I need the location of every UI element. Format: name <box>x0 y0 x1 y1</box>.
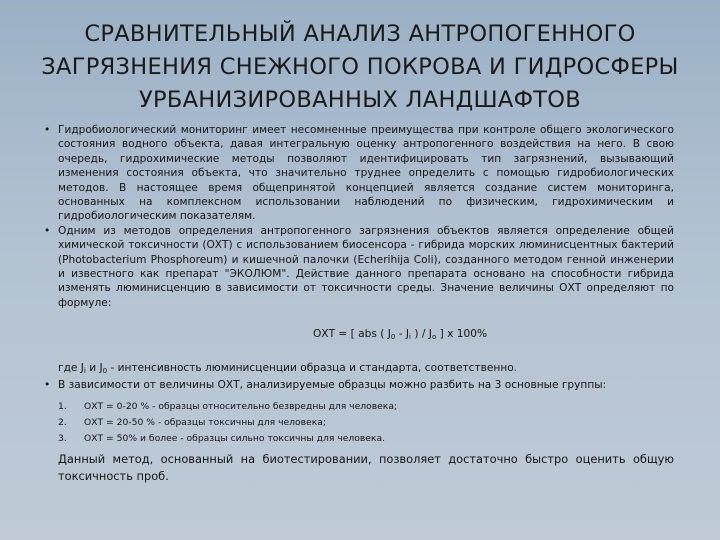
list-item <box>58 399 674 415</box>
title-line-2: ЗАГРЯЗНЕНИЯ СНЕЖНОГО ПОКРОВА И ГИДРОСФЕРЫ <box>41 54 679 80</box>
conclusion-paragraph: Данный метод, основанный на биотестировании, позволяет достаточно быстро оценить общую токсичность проб. <box>58 451 674 483</box>
toxicity-groups-list <box>36 399 674 447</box>
legend-subscript: i <box>83 366 86 375</box>
list-number: 3. <box>58 432 67 444</box>
legend-part: и J <box>85 361 103 374</box>
paragraph-text: Одним из методов определения антропогенного загрязнения объектов является определение общей химической токсичности (ОХТ) с использованием биосенсора - гибрида морских люминисцентных бактерий (Photobacterium Phosphoreum) и кишечной палочки (Echerihija Coli), созданного методом генной инженерии и известного как препарат "ЭКОЛЮМ". Действие данного препарата основано на способности гибрида изменять люминисценцию в зависимости от токсичности среды. Значение величины ОХТ определяют по формуле: <box>58 224 674 309</box>
title-line-1: СРАВНИТЕЛЬНЫЙ АНАЛИЗ АНТРОПОГЕННОГО <box>84 21 636 47</box>
list-item-text: ОХТ = 20-50 % - образцы токсичны для человека; <box>84 416 326 428</box>
bullet-paragraph-monitoring <box>36 123 674 224</box>
formula-part: ОХТ = [ abs ( J <box>312 328 391 341</box>
legend-subscript: 0 <box>102 366 108 375</box>
formula-part: ) / J <box>411 328 432 341</box>
legend-part: где J <box>58 361 84 374</box>
slide-title <box>20 18 700 117</box>
bullet-icon: • <box>44 224 51 237</box>
list-number: 2. <box>58 416 67 428</box>
formula-subscript: i <box>409 333 411 342</box>
formula-part: - J <box>395 328 410 341</box>
list-item <box>58 415 674 431</box>
formula-part: ] x 100% <box>436 328 488 341</box>
title-line-3: УРБАНИЗИРОВАННЫХ ЛАНДШАФТОВ <box>138 87 582 113</box>
list-item <box>58 431 674 447</box>
bullet-icon: • <box>44 124 51 136</box>
bullet-paragraph-oht-method <box>36 224 674 310</box>
oht-formula <box>126 327 674 344</box>
paragraph-text: Гидробиологический мониторинг имеет несомненные преимущества при контроле общего экологического состояния водного объекта, давая интегральную оценку антропогенного воздействия на него. В свою очередь, гидрохимические методы позволяют идентифицировать тип загрязнений, вызывающий изменения состояния объекта, что значительно труднее определить с помощью гидробиологических методов. В настоящее время общепринятой концепцией является создание систем мониторинга, основанных на комплексном использовании наблюдений по физическим, гидрохимическим и гидробиологическим показателям. <box>58 124 674 223</box>
legend-part: - интенсивность люминисценции образца и стандарта, соответственно. <box>107 361 518 374</box>
paragraph-text: В зависимости от величины ОХТ, анализируемые образцы можно разбить на 3 основные группы: <box>58 379 607 392</box>
slide-body <box>36 123 674 485</box>
formula-subscript: 0 <box>390 333 396 342</box>
formula-legend <box>36 361 674 378</box>
list-number: 1. <box>58 400 67 412</box>
bullet-groups-intro <box>36 378 674 392</box>
formula-subscript: o <box>431 333 437 342</box>
bullet-icon: • <box>44 379 51 392</box>
list-item-text: ОХТ = 0-20 % - образцы относительно безвредны для человека; <box>84 400 398 412</box>
list-item-text: ОХТ = 50% и более - образцы сильно токсичны для человека. <box>84 432 386 444</box>
